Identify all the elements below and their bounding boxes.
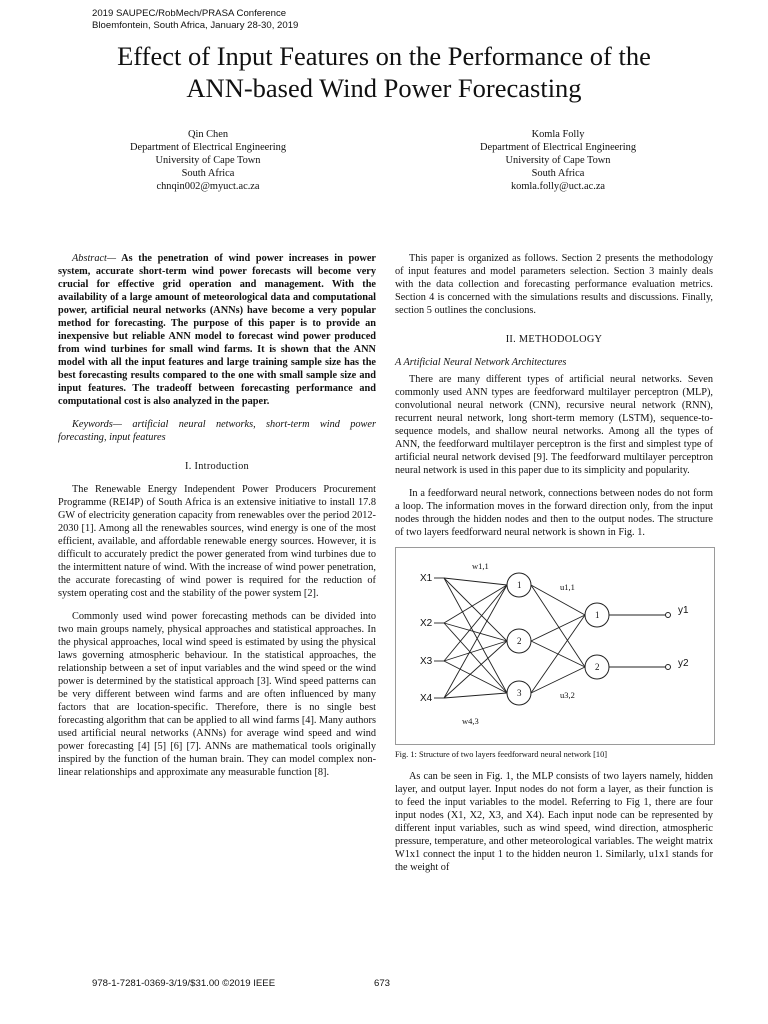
figure-1 [395,547,715,745]
input-hidden-connection [444,578,507,693]
organization-paragraph: This paper is organized as follows. Section 2 presents the methodology of input features and model parameters selection. Section 3 mainly deals with the data collection and forecasting performance evaluation metrics. Section 4 is concerned with the simulations results and discussions. Finally, section 5 outlines the conclusions. [395,253,713,316]
title-line-1: Effect of Input Features on the Performance of the [117,41,651,71]
abstract-body: As the penetration of wind power increases in power system, accurate short-term wind power forecasts will become very crucial for effective grid operation and management. With the availability of a large amount of meteorological data and computational power, artificial neural networks (ANNs) have become a very popular method for forecasting. The purpose of this paper is to provide an inexpensive but reliable ANN model to forecast wind power produced from wind turbines for small wind farms. It is shown that the ANN model with all the input features and large training sample size has the best forecasting results compared to the one with small sample size and input features. The tradeoff between forecasting performance and computational cost is also analyzed in the paper. [58,253,376,407]
weight-label-u32: u3,2 [560,690,575,700]
input-hidden-connection [444,661,507,693]
author-university: University of Cape Town [505,155,611,166]
input-hidden-connection [444,693,507,698]
author-department: Department of Electrical Engineering [479,142,637,153]
conference-location: Bloemfontein, South Africa, January 28-30, 2019 [92,20,299,31]
output-label-y2: y2 [678,658,689,669]
input-label-x2: X2 [420,618,433,629]
input-label-x3: X3 [420,656,433,667]
section-heading-methodology: II. METHODOLOGY [505,334,603,345]
abstract-lead: Abstract— [72,253,117,264]
author-block-2 [428,128,688,193]
subsection-heading-ann: A Artificial Neural Network Architectures [395,357,567,368]
author-university: University of Cape Town [155,155,261,166]
input-label-x1: X1 [420,573,433,584]
hidden-node-label-3: 3 [517,688,522,698]
mlp-paragraph: As can be seen in Fig. 1, the MLP consists of two layers namely, hidden layer, and output layer. Input nodes do not form a layer, as their function is to feed the input variables to the model. Referring to Fig 1, there are four input nodes (X1, X2, X3, and X4). Each input node can be represented by different input variables, such as wind speed, wind direction, atmospheric pressure, temperature, and other meteorological variables. The weight matrix W1x1 connect the input 1 to the hidden neuron 1. Similarly, u1x1 stands for the weight of [395,771,713,873]
hidden-output-connection [531,585,585,615]
input-hidden-connection [444,578,507,585]
page-number: 673 [374,978,391,989]
output-terminal [666,665,671,670]
abstract [58,252,376,408]
output-label-y1: y1 [678,605,689,616]
keywords: Keywords— artificial neural networks, short-term wind power forecasting, input features [58,419,376,443]
figure-caption: Fig. 1: Structure of two layers feedforward neural network [10] [395,750,608,759]
author-email: komla.folly@uct.ac.za [510,181,606,192]
weight-label-w43: w4,3 [462,716,479,726]
weight-label-u11: u1,1 [560,582,575,592]
author-email: chnqin002@myuct.ac.za [156,181,260,192]
right-column [395,252,713,874]
output-terminal [666,613,671,618]
author-block-1 [78,128,338,193]
input-hidden-connection [444,585,507,623]
section-heading-introduction: I. Introduction [185,461,249,472]
author-name: Qin Chen [187,129,229,140]
neural-network-diagram [396,548,714,744]
paper-title [40,40,728,104]
input-label-x4: X4 [420,693,433,704]
conference-header [92,8,298,32]
ann-paragraph-1: There are many different types of artificial neural networks. Seven commonly used ANN types are feedforward multilayer perceptron (MLP), convolutional neural network (CNN), recursive neural network (RNN), recurrent neural network, long short-term memory (LSTM), sequence-to-sequence models, and shallow neural networks. Among all the types of ANN, the feedforward multilayer perceptron is the first and simplest type of artificial neural network devised [9]. The feedforward multilayer perceptron neural network is used in this paper due to its simplicity and popularity. [395,374,713,476]
footer-isbn: 978-1-7281-0369-3/19/$31.00 ©2019 IEEE [92,978,276,989]
hidden-output-connection [531,667,585,693]
author-country: South Africa [181,168,235,179]
input-hidden-connection [444,585,507,698]
ann-paragraph-2: In a feedforward neural network, connections between nodes do not form a loop. The information moves in the forward direction only, from the input nodes through the hidden nodes and then to the output nodes. The structure of two layers feedforward neural network is shown in Fig. 1. [395,488,713,538]
left-column [58,252,376,779]
intro-paragraph-2: Commonly used wind power forecasting methods can be divided into two main groups namely, physical approaches and statistical approaches. In the physical approaches, local wind speed is estimated by using the physical laws governing atmospheric behaviour. In the statistical approaches, the relationship between a set of input variables and the wind speed or the wind power is determined by the statistical approach [3]. Wind speed patterns can be very different between wind farms and are often influenced by many factors that are location-specific. Therefore, there is no single best forecasting algorithm that can be applied to all wind farms [4]. Many authors used artificial neural networks (ANNs) for average wind speed and wind power forecasting [4] [5] [6] [7]. ANNs are mathematical tools originally inspired by the function of the human brain. They can model complex non-linear relationships and approximate any measurable function [8]. [58,611,376,778]
hidden-node-label-2: 2 [517,636,522,646]
weight-label-w11: w1,1 [472,561,489,571]
hidden-node-label-1: 1 [517,580,522,590]
intro-paragraph-1: The Renewable Energy Independent Power Producers Procurement Programme (REI4P) of South Africa is an extensive initiative to install 17.8 GW of electricity generation capacity from renewables over the period 2012-2030 [1]. Among all the renewables sources, wind energy is one of the most efficient, available, and affordable renewable energy sources. However, it is difficult to accurately predict the power generated from wind turbines due to the intermittent nature of wind. With the increase of wind power penetration, the accurate forecasting of wind power is required for the reduction of system operating cost and the stability of the power system [2]. [58,484,376,599]
output-node-label-2: 2 [595,662,600,672]
hidden-output-connection [531,615,585,641]
conference-name: 2019 SAUPEC/RobMech/PRASA Conference [92,8,287,19]
author-department: Department of Electrical Engineering [129,142,287,153]
author-country: South Africa [531,168,585,179]
title-line-2: ANN-based Wind Power Forecasting [186,73,582,103]
author-name: Komla Folly [531,129,585,140]
output-node-label-1: 1 [595,610,600,620]
